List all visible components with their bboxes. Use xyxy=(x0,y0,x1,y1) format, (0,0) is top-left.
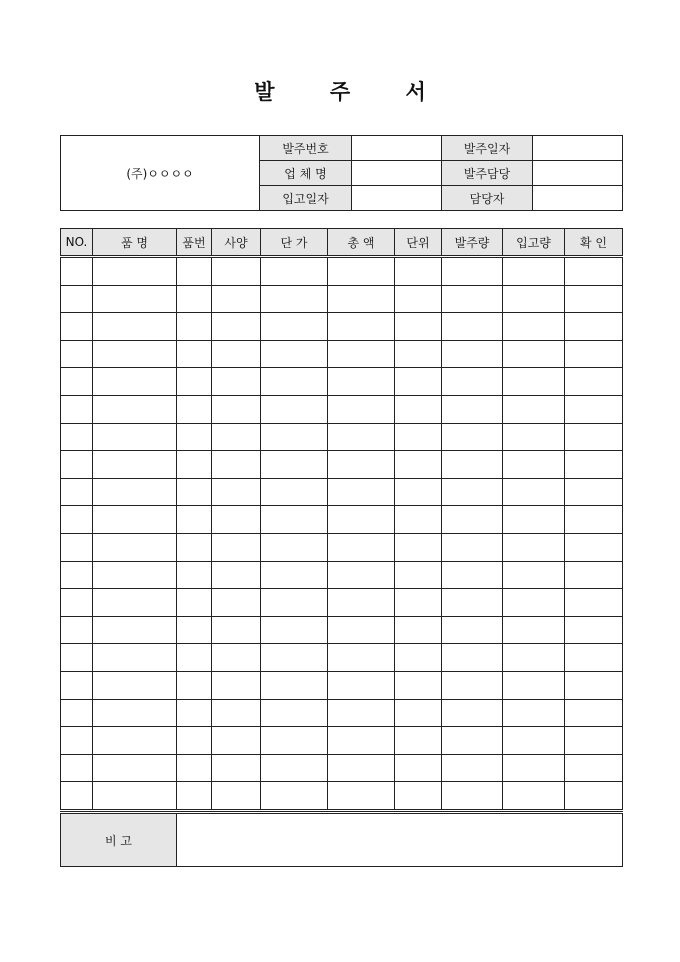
table-cell[interactable] xyxy=(328,340,395,368)
table-cell[interactable] xyxy=(177,395,212,423)
table-cell[interactable] xyxy=(395,423,442,451)
table-cell[interactable] xyxy=(61,257,93,286)
person-in-charge-label: 담당자 xyxy=(442,186,533,211)
table-cell[interactable] xyxy=(93,395,177,423)
table-cell[interactable] xyxy=(503,313,565,341)
table-cell[interactable] xyxy=(61,699,93,727)
table-row xyxy=(61,754,623,782)
table-cell[interactable] xyxy=(93,533,177,561)
table-cell[interactable] xyxy=(261,671,328,699)
table-cell[interactable] xyxy=(93,616,177,644)
table-cell[interactable] xyxy=(212,782,261,811)
table-cell[interactable] xyxy=(442,589,503,617)
table-cell[interactable] xyxy=(212,506,261,534)
table-cell[interactable] xyxy=(565,616,623,644)
table-row xyxy=(61,340,623,368)
table-cell[interactable] xyxy=(395,533,442,561)
table-cell[interactable] xyxy=(565,561,623,589)
table-cell[interactable] xyxy=(261,589,328,617)
table-cell[interactable] xyxy=(212,589,261,617)
table-cell[interactable] xyxy=(93,340,177,368)
table-cell[interactable] xyxy=(442,533,503,561)
table-cell[interactable] xyxy=(442,395,503,423)
table-cell[interactable] xyxy=(442,423,503,451)
table-cell[interactable] xyxy=(328,423,395,451)
table-cell[interactable] xyxy=(395,257,442,286)
table-cell[interactable] xyxy=(177,671,212,699)
table-cell[interactable] xyxy=(442,285,503,313)
table-cell[interactable] xyxy=(261,754,328,782)
table-cell[interactable] xyxy=(503,285,565,313)
table-cell[interactable] xyxy=(93,754,177,782)
order-number-label: 발주번호 xyxy=(260,136,352,161)
vendor-name-field[interactable] xyxy=(352,161,442,186)
order-manager-field[interactable] xyxy=(533,161,623,186)
table-cell[interactable] xyxy=(212,285,261,313)
table-cell[interactable] xyxy=(261,395,328,423)
table-cell[interactable] xyxy=(503,589,565,617)
table-cell[interactable] xyxy=(395,451,442,479)
table-cell[interactable] xyxy=(61,561,93,589)
table-cell[interactable] xyxy=(177,644,212,672)
table-cell[interactable] xyxy=(177,313,212,341)
table-cell[interactable] xyxy=(177,782,212,811)
table-cell[interactable] xyxy=(442,699,503,727)
table-cell[interactable] xyxy=(503,561,565,589)
remarks-table xyxy=(60,813,623,867)
table-row xyxy=(61,257,623,286)
table-cell[interactable] xyxy=(395,589,442,617)
table-cell[interactable] xyxy=(442,451,503,479)
table-cell[interactable] xyxy=(395,340,442,368)
table-cell[interactable] xyxy=(565,313,623,341)
table-row xyxy=(61,451,623,479)
table-cell[interactable] xyxy=(565,671,623,699)
table-cell[interactable] xyxy=(212,644,261,672)
table-cell[interactable] xyxy=(565,699,623,727)
table-cell[interactable] xyxy=(93,506,177,534)
table-cell[interactable] xyxy=(177,285,212,313)
table-cell[interactable] xyxy=(565,533,623,561)
table-cell[interactable] xyxy=(328,313,395,341)
table-cell[interactable] xyxy=(565,478,623,506)
table-cell[interactable] xyxy=(177,533,212,561)
table-cell[interactable] xyxy=(61,285,93,313)
table-cell[interactable] xyxy=(565,395,623,423)
col-header-spec: 사양 xyxy=(212,229,261,257)
col-header-order-qty: 발주량 xyxy=(442,229,503,257)
col-header-unit-price: 단 가 xyxy=(261,229,328,257)
table-cell[interactable] xyxy=(565,506,623,534)
table-cell[interactable] xyxy=(93,423,177,451)
table-cell[interactable] xyxy=(442,368,503,396)
table-cell[interactable] xyxy=(328,561,395,589)
table-cell[interactable] xyxy=(328,616,395,644)
table-cell[interactable] xyxy=(61,616,93,644)
table-cell[interactable] xyxy=(212,395,261,423)
table-cell[interactable] xyxy=(328,671,395,699)
table-cell[interactable] xyxy=(93,589,177,617)
table-cell[interactable] xyxy=(565,285,623,313)
table-cell[interactable] xyxy=(93,782,177,811)
table-row xyxy=(61,285,623,313)
order-date-label: 발주일자 xyxy=(442,136,533,161)
table-cell[interactable] xyxy=(395,561,442,589)
table-cell[interactable] xyxy=(395,644,442,672)
col-header-item-number: 품번 xyxy=(177,229,212,257)
table-cell[interactable] xyxy=(328,699,395,727)
table-cell[interactable] xyxy=(261,340,328,368)
table-cell[interactable] xyxy=(503,423,565,451)
table-cell[interactable] xyxy=(442,727,503,755)
col-header-received-qty: 입고량 xyxy=(503,229,565,257)
table-cell[interactable] xyxy=(261,727,328,755)
table-cell[interactable] xyxy=(93,478,177,506)
table-cell[interactable] xyxy=(328,782,395,811)
table-cell[interactable] xyxy=(61,727,93,755)
table-cell[interactable] xyxy=(565,368,623,396)
table-cell[interactable] xyxy=(442,478,503,506)
table-cell[interactable] xyxy=(212,451,261,479)
table-cell[interactable] xyxy=(395,699,442,727)
receipt-date-label: 입고일자 xyxy=(260,186,352,211)
table-cell[interactable] xyxy=(212,671,261,699)
table-cell[interactable] xyxy=(212,727,261,755)
table-cell[interactable] xyxy=(395,616,442,644)
table-cell[interactable] xyxy=(177,340,212,368)
table-cell[interactable] xyxy=(177,616,212,644)
table-cell[interactable] xyxy=(212,754,261,782)
table-cell[interactable] xyxy=(177,754,212,782)
table-cell[interactable] xyxy=(565,257,623,286)
table-cell[interactable] xyxy=(328,257,395,286)
table-cell[interactable] xyxy=(328,285,395,313)
table-cell[interactable] xyxy=(565,340,623,368)
table-cell[interactable] xyxy=(212,257,261,286)
table-cell[interactable] xyxy=(395,782,442,811)
table-cell[interactable] xyxy=(442,754,503,782)
table-cell[interactable] xyxy=(395,478,442,506)
table-cell[interactable] xyxy=(61,589,93,617)
table-cell[interactable] xyxy=(93,368,177,396)
table-cell[interactable] xyxy=(395,395,442,423)
order-number-field[interactable] xyxy=(352,136,442,161)
table-cell[interactable] xyxy=(395,506,442,534)
table-cell[interactable] xyxy=(261,257,328,286)
table-cell[interactable] xyxy=(395,313,442,341)
table-cell[interactable] xyxy=(261,313,328,341)
table-cell[interactable] xyxy=(212,368,261,396)
table-row xyxy=(61,423,623,451)
table-cell[interactable] xyxy=(61,644,93,672)
table-row xyxy=(61,368,623,396)
table-cell[interactable] xyxy=(261,699,328,727)
order-date-field[interactable] xyxy=(533,136,623,161)
table-cell[interactable] xyxy=(503,644,565,672)
table-cell[interactable] xyxy=(61,533,93,561)
table-cell[interactable] xyxy=(177,506,212,534)
table-row xyxy=(61,313,623,341)
table-cell[interactable] xyxy=(503,782,565,811)
order-items-table xyxy=(60,228,623,812)
table-cell[interactable] xyxy=(212,478,261,506)
table-cell[interactable] xyxy=(261,368,328,396)
table-cell[interactable] xyxy=(328,589,395,617)
table-cell[interactable] xyxy=(565,451,623,479)
table-cell[interactable] xyxy=(442,340,503,368)
table-cell[interactable] xyxy=(177,589,212,617)
order-manager-label: 발주담당 xyxy=(442,161,533,186)
table-cell[interactable] xyxy=(177,368,212,396)
table-cell[interactable] xyxy=(442,671,503,699)
table-cell[interactable] xyxy=(395,754,442,782)
remarks-label: 비 고 xyxy=(61,814,177,867)
table-cell[interactable] xyxy=(565,754,623,782)
table-row xyxy=(61,478,623,506)
table-cell[interactable] xyxy=(177,257,212,286)
table-cell[interactable] xyxy=(261,644,328,672)
table-cell[interactable] xyxy=(93,644,177,672)
table-cell[interactable] xyxy=(328,395,395,423)
table-cell[interactable] xyxy=(61,782,93,811)
table-cell[interactable] xyxy=(442,561,503,589)
table-cell[interactable] xyxy=(61,313,93,341)
table-row xyxy=(61,699,623,727)
table-cell[interactable] xyxy=(261,285,328,313)
document-title: 발 주 서 xyxy=(254,79,450,104)
table-cell[interactable] xyxy=(61,754,93,782)
table-cell[interactable] xyxy=(61,395,93,423)
table-cell[interactable] xyxy=(503,671,565,699)
table-cell[interactable] xyxy=(442,644,503,672)
col-header-total-amount: 총 액 xyxy=(328,229,395,257)
table-cell[interactable] xyxy=(503,451,565,479)
items-header-row xyxy=(61,229,623,257)
table-cell[interactable] xyxy=(212,533,261,561)
table-cell[interactable] xyxy=(177,699,212,727)
table-cell[interactable] xyxy=(93,313,177,341)
table-cell[interactable] xyxy=(177,423,212,451)
table-cell[interactable] xyxy=(442,506,503,534)
table-cell[interactable] xyxy=(328,368,395,396)
table-cell[interactable] xyxy=(565,589,623,617)
table-cell[interactable] xyxy=(93,451,177,479)
table-cell[interactable] xyxy=(261,451,328,479)
table-cell[interactable] xyxy=(442,257,503,286)
table-cell[interactable] xyxy=(61,478,93,506)
table-cell[interactable] xyxy=(503,727,565,755)
table-cell[interactable] xyxy=(261,782,328,811)
table-cell[interactable] xyxy=(61,340,93,368)
table-cell[interactable] xyxy=(503,506,565,534)
table-cell[interactable] xyxy=(503,533,565,561)
table-cell[interactable] xyxy=(261,506,328,534)
table-cell[interactable] xyxy=(565,782,623,811)
table-cell[interactable] xyxy=(328,533,395,561)
table-cell[interactable] xyxy=(93,257,177,286)
table-cell[interactable] xyxy=(93,699,177,727)
person-in-charge-field[interactable] xyxy=(533,186,623,211)
table-cell[interactable] xyxy=(503,616,565,644)
table-cell[interactable] xyxy=(261,423,328,451)
remarks-field[interactable] xyxy=(177,814,623,867)
order-header-table xyxy=(60,135,623,211)
table-cell[interactable] xyxy=(328,506,395,534)
table-cell[interactable] xyxy=(328,754,395,782)
table-row xyxy=(61,506,623,534)
vendor-name-label: 업 체 명 xyxy=(260,161,352,186)
table-cell[interactable] xyxy=(442,782,503,811)
table-cell[interactable] xyxy=(503,754,565,782)
col-header-unit: 단위 xyxy=(395,229,442,257)
table-cell[interactable] xyxy=(261,478,328,506)
table-cell[interactable] xyxy=(503,257,565,286)
table-cell[interactable] xyxy=(261,561,328,589)
table-row xyxy=(61,589,623,617)
table-cell[interactable] xyxy=(395,671,442,699)
table-cell[interactable] xyxy=(328,644,395,672)
table-cell[interactable] xyxy=(177,727,212,755)
table-cell[interactable] xyxy=(395,368,442,396)
table-cell[interactable] xyxy=(93,727,177,755)
table-row xyxy=(61,671,623,699)
table-cell[interactable] xyxy=(328,451,395,479)
table-cell[interactable] xyxy=(565,423,623,451)
table-cell[interactable] xyxy=(442,616,503,644)
table-row xyxy=(61,644,623,672)
table-cell[interactable] xyxy=(212,699,261,727)
table-cell[interactable] xyxy=(93,671,177,699)
table-cell[interactable] xyxy=(93,285,177,313)
table-cell[interactable] xyxy=(177,451,212,479)
table-cell[interactable] xyxy=(212,313,261,341)
table-cell[interactable] xyxy=(61,451,93,479)
table-row xyxy=(61,782,623,811)
table-cell[interactable] xyxy=(328,727,395,755)
table-row xyxy=(61,727,623,755)
table-cell[interactable] xyxy=(212,561,261,589)
table-cell[interactable] xyxy=(61,423,93,451)
table-cell[interactable] xyxy=(395,285,442,313)
table-row xyxy=(61,395,623,423)
col-header-no: NO. xyxy=(61,229,93,257)
table-cell[interactable] xyxy=(395,727,442,755)
table-cell[interactable] xyxy=(61,506,93,534)
table-cell[interactable] xyxy=(212,423,261,451)
table-cell[interactable] xyxy=(503,395,565,423)
table-cell[interactable] xyxy=(177,478,212,506)
table-cell[interactable] xyxy=(503,699,565,727)
table-cell[interactable] xyxy=(565,644,623,672)
table-cell[interactable] xyxy=(503,340,565,368)
table-cell[interactable] xyxy=(261,616,328,644)
table-row xyxy=(61,561,623,589)
table-cell[interactable] xyxy=(503,478,565,506)
table-row xyxy=(61,616,623,644)
col-header-confirm: 확 인 xyxy=(565,229,623,257)
table-cell[interactable] xyxy=(261,533,328,561)
table-cell[interactable] xyxy=(503,368,565,396)
table-cell[interactable] xyxy=(61,671,93,699)
table-cell[interactable] xyxy=(212,616,261,644)
table-cell[interactable] xyxy=(93,561,177,589)
company-name: (주)ㅇㅇㅇㅇ xyxy=(61,136,260,211)
table-cell[interactable] xyxy=(442,313,503,341)
table-cell[interactable] xyxy=(177,561,212,589)
col-header-item-name: 품 명 xyxy=(93,229,177,257)
receipt-date-field[interactable] xyxy=(352,186,442,211)
table-cell[interactable] xyxy=(565,727,623,755)
table-cell[interactable] xyxy=(212,340,261,368)
table-row xyxy=(61,533,623,561)
table-cell[interactable] xyxy=(61,368,93,396)
table-cell[interactable] xyxy=(328,478,395,506)
